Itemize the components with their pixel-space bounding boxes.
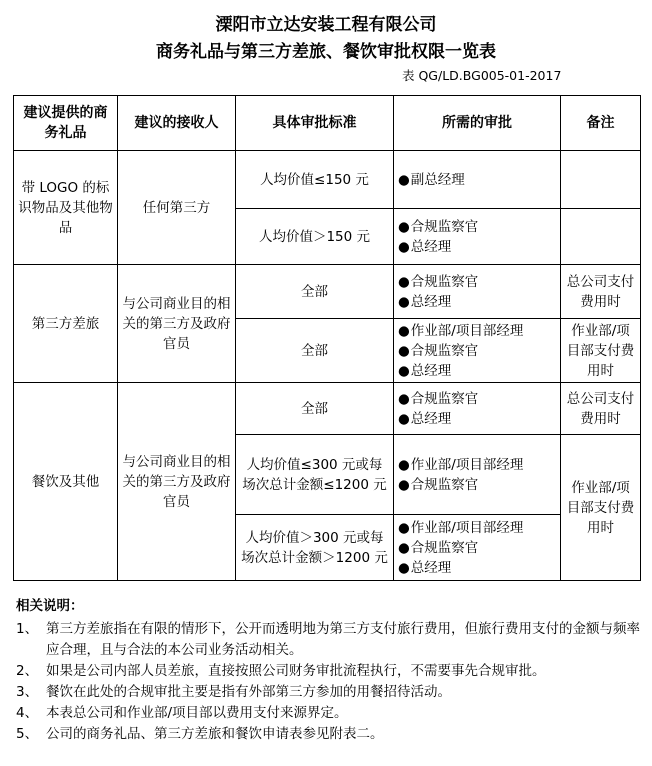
notes-section xyxy=(16,596,641,745)
approval-item: ● 合规监察官 xyxy=(398,475,556,495)
recipient-cell: 与公司商业目的相关的第三方及政府官员 xyxy=(118,265,236,383)
standard-cell: 人均价值＞300 元或每场次总计金额＞1200 元 xyxy=(236,515,394,581)
remark-cell: 作业部/项目部支付费用时 xyxy=(561,319,641,383)
remark-cell: 作业部/项目部支付费用时 xyxy=(561,435,641,581)
document-title-company: 溧阳市立达安装工程有限公司 xyxy=(215,15,437,35)
table-row xyxy=(14,151,641,209)
note-text: 餐饮在此处的合规审批主要是指有外部第三方参加的用餐招待活动。 xyxy=(46,684,451,700)
notes-title: 相关说明： xyxy=(16,598,84,614)
note-item xyxy=(16,703,641,724)
note-item xyxy=(16,682,641,703)
approval-item: ● 作业部/项目部经理 xyxy=(398,455,556,475)
standard-cell: 全部 xyxy=(236,319,394,383)
category-cell: 第三方差旅 xyxy=(14,265,118,383)
note-number: 4、 xyxy=(16,705,39,721)
table-row xyxy=(14,383,641,435)
note-number: 1、 xyxy=(16,621,39,637)
document-title: 商务礼品与第三方差旅、餐饮审批权限一览表 xyxy=(156,42,496,62)
note-number: 2、 xyxy=(16,663,39,679)
note-number: 3、 xyxy=(16,684,39,700)
table-header-row xyxy=(14,96,641,151)
standard-cell: 人均价值＞150 元 xyxy=(236,209,394,265)
approval-cell xyxy=(394,209,561,265)
header-remark: 备注 xyxy=(561,96,641,151)
approval-item: ● 总经理 xyxy=(398,292,556,312)
form-number: 表 QG/LD.BG005-01-2017 xyxy=(402,68,562,83)
recipient-cell: 任何第三方 xyxy=(118,151,236,265)
approval-cell xyxy=(394,319,561,383)
approval-cell xyxy=(394,435,561,515)
remark-cell xyxy=(561,209,641,265)
table-row xyxy=(14,265,641,319)
approval-item: ● 合规监察官 xyxy=(398,217,556,237)
note-item xyxy=(16,661,641,682)
note-item xyxy=(16,619,641,661)
standard-cell: 人均价值≤150 元 xyxy=(236,151,394,209)
note-text: 公司的商务礼品、第三方差旅和餐饮申请表参见附表二。 xyxy=(46,726,384,742)
category-cell: 带 LOGO 的标识物品及其他物品 xyxy=(14,151,118,265)
approval-item: ● 作业部/项目部经理 xyxy=(398,518,556,538)
category-cell: 餐饮及其他 xyxy=(14,383,118,581)
approval-cell xyxy=(394,265,561,319)
approval-cell xyxy=(394,151,561,209)
approval-cell xyxy=(394,515,561,581)
note-text: 第三方差旅指在有限的情形下，公开而透明地为第三方支付旅行费用，但旅行费用支付的金额与频率应合理，且与合法的本公司业务活动相关。 xyxy=(46,621,640,658)
approval-item: ● 合规监察官 xyxy=(398,538,556,558)
standard-cell: 人均价值≤300 元或每场次总计金额≤1200 元 xyxy=(236,435,394,515)
header-approval: 所需的审批 xyxy=(394,96,561,151)
note-number: 5、 xyxy=(16,726,39,742)
approval-item: ● 副总经理 xyxy=(398,170,556,190)
note-text: 如果是公司内部人员差旅，直接按照公司财务审批流程执行，不需要事先合规审批。 xyxy=(46,663,546,679)
header-gift-type: 建议提供的商务礼品 xyxy=(14,96,118,151)
approval-item: ● 合规监察官 xyxy=(398,272,556,292)
remark-cell: 总公司支付费用时 xyxy=(561,265,641,319)
approval-cell xyxy=(394,383,561,435)
approval-item: ● 总经理 xyxy=(398,558,556,578)
approval-item: ● 总经理 xyxy=(398,409,556,429)
approval-table xyxy=(13,95,641,581)
approval-item: ● 合规监察官 xyxy=(398,341,556,361)
note-text: 本表总公司和作业部/项目部以费用支付来源界定。 xyxy=(46,705,348,721)
remark-cell xyxy=(561,151,641,209)
approval-item: ● 合规监察官 xyxy=(398,389,556,409)
header-recipient: 建议的接收人 xyxy=(118,96,236,151)
approval-item: ● 总经理 xyxy=(398,361,556,381)
standard-cell: 全部 xyxy=(236,383,394,435)
note-item xyxy=(16,724,641,745)
approval-item: ● 作业部/项目部经理 xyxy=(398,321,556,341)
standard-cell: 全部 xyxy=(236,265,394,319)
header-standard: 具体审批标准 xyxy=(236,96,394,151)
recipient-cell: 与公司商业目的相关的第三方及政府官员 xyxy=(118,383,236,581)
approval-item: ● 总经理 xyxy=(398,237,556,257)
remark-cell: 总公司支付费用时 xyxy=(561,383,641,435)
